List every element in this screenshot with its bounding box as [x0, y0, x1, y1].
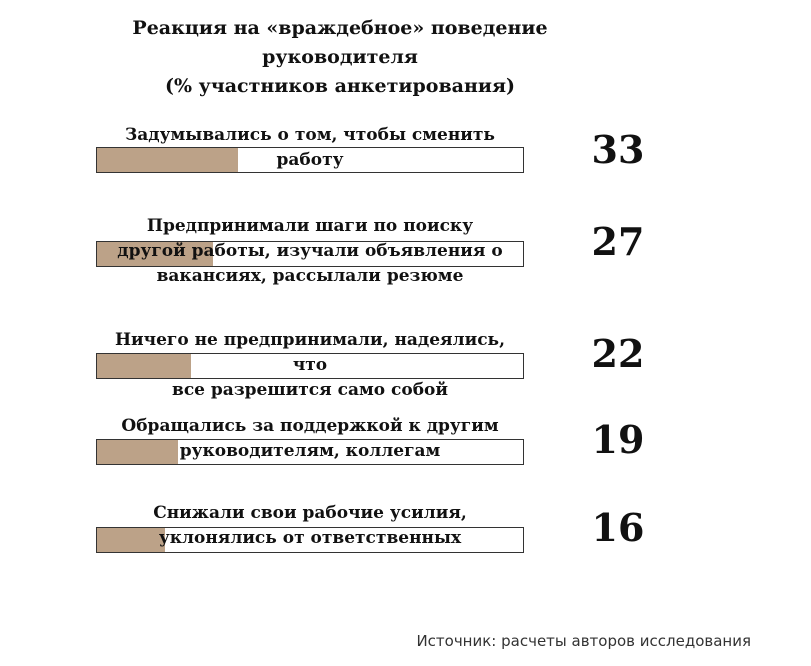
- bar-row: [96, 416, 645, 510]
- data-label: 16: [591, 505, 645, 550]
- category-label: [96, 501, 524, 551]
- data-label: 19: [591, 417, 645, 462]
- source-note: Источник: расчеты авторов исследования: [416, 632, 751, 650]
- category-label-line: работу: [276, 150, 344, 170]
- bar-row: [96, 125, 645, 220]
- category-label-line: уклонялись от ответственных: [158, 528, 462, 548]
- chart-title-line: руководителя: [262, 46, 418, 68]
- chart-title-line: (% участников анкетирования): [165, 75, 515, 97]
- category-label-line: вакансиях, рассылали резюме: [156, 266, 464, 286]
- chart-title: [130, 14, 550, 101]
- category-label-line: Ничего не предпринимали, надеялись, что: [114, 330, 506, 375]
- category-label-line: руководителям, коллегам: [179, 441, 441, 461]
- category-label-line: Предпринимали шаги по поиску: [146, 216, 474, 236]
- bar-row: [96, 503, 645, 598]
- category-label: [96, 123, 524, 173]
- bar-row: [96, 330, 645, 424]
- category-label: [96, 414, 524, 464]
- category-label-line: Задумывались о том, чтобы сменить: [125, 125, 495, 145]
- category-label-line: все разрешится само собой: [172, 380, 448, 400]
- category-label: [96, 328, 524, 403]
- bar-row: [96, 216, 645, 312]
- data-label: 22: [591, 331, 645, 376]
- data-label: 27: [591, 219, 645, 264]
- data-label: 33: [591, 127, 645, 172]
- category-label-line: Снижали свои рабочие усилия,: [153, 503, 467, 523]
- category-label-line: другой работы, изучали объявления о: [117, 241, 503, 261]
- category-label: [96, 214, 524, 289]
- category-label-line: Обращались за поддержкой к другим: [121, 416, 499, 436]
- chart-title-line: Реакция на «враждебное» поведение: [132, 17, 548, 39]
